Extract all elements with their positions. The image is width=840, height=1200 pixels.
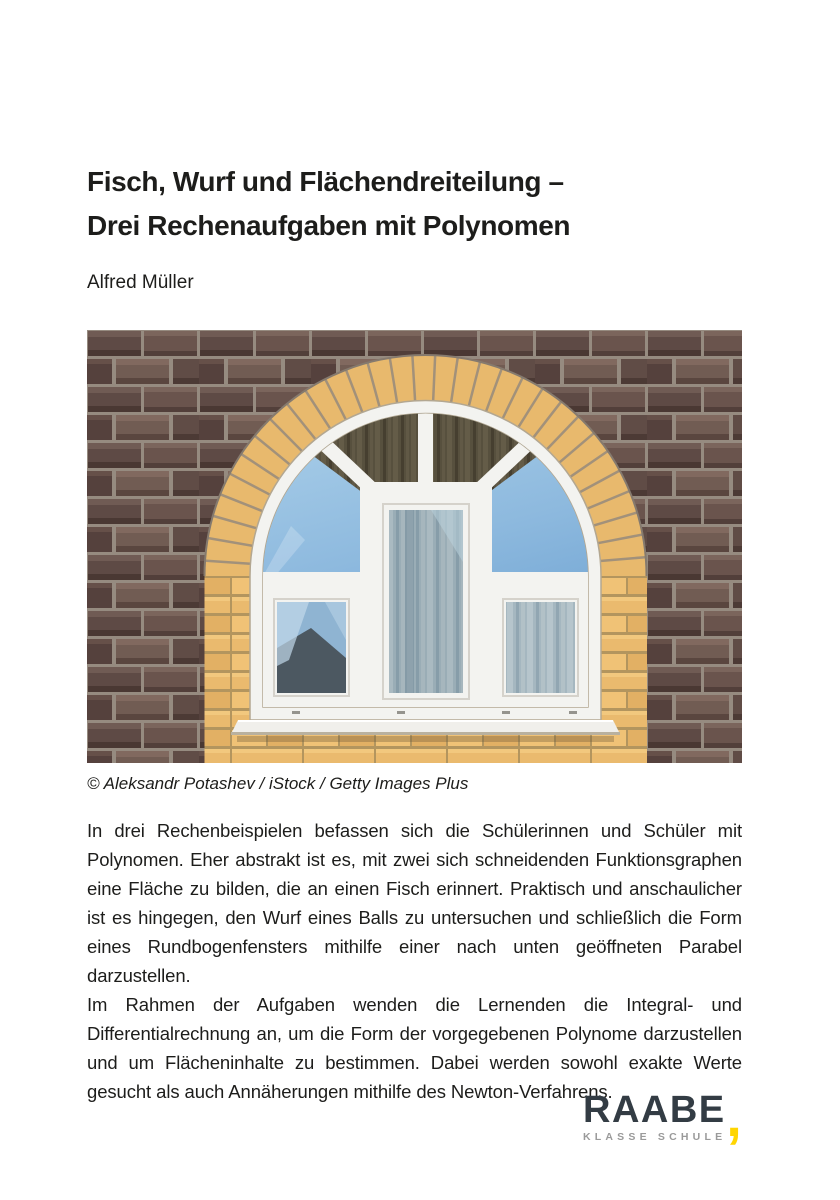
- window-photo: [87, 330, 742, 763]
- article-body: [87, 816, 742, 1106]
- right-casement: [492, 588, 589, 707]
- center-casement: [375, 496, 477, 707]
- author-name: Alfred Müller: [87, 272, 194, 293]
- raabe-logo-row: RAABE KLASSE SCHULE ,: [583, 1085, 742, 1148]
- raabe-logo-tagline: KLASSE SCHULE: [583, 1131, 727, 1143]
- body-paragraph-1: In drei Rechenbeispielen befassen sich die Schülerinnen und Schüler mit Polynomen. Eher abstrakt ist es, mit zwei sich schneidenden Funktionsgraphen eine Fläche zu bilden, die an einen Fisch erinnert. Praktisch und anschaulicher ist es hingegen, den Wurf eines Balls zu untersuchen und schließlich die Form eines Rundbogenfensters mithilfe einer nach unten geöffneten Parabel darzustellen.: [87, 820, 742, 986]
- raabe-logo-wordmark: RAABE: [583, 1089, 726, 1131]
- window-photo-figure: [87, 330, 742, 763]
- photo-credit-caption: © Aleksandr Potashev / iStock / Getty Images Plus: [87, 774, 469, 793]
- title-line-1: Fisch, Wurf und Flächendreiteilung –: [87, 166, 564, 197]
- page-title: [87, 160, 707, 248]
- body-paragraph-2: Im Rahmen der Aufgaben wenden die Lernenden die Integral- und Differentialrechnung an, um die Form der vorgegebenen Polynome darzustellen und um Flächeninhalte zu bestimmen. Dabei werden sowohl exakte Werte gesucht als auch Annäherungen mithilfe des Newton-Verfahrens.: [87, 994, 742, 1102]
- title-line-2: Drei Rechenaufgaben mit Polynomen: [87, 210, 571, 241]
- raabe-logo: [583, 1085, 753, 1148]
- window-sill: [231, 720, 620, 742]
- left-casement: [263, 588, 360, 707]
